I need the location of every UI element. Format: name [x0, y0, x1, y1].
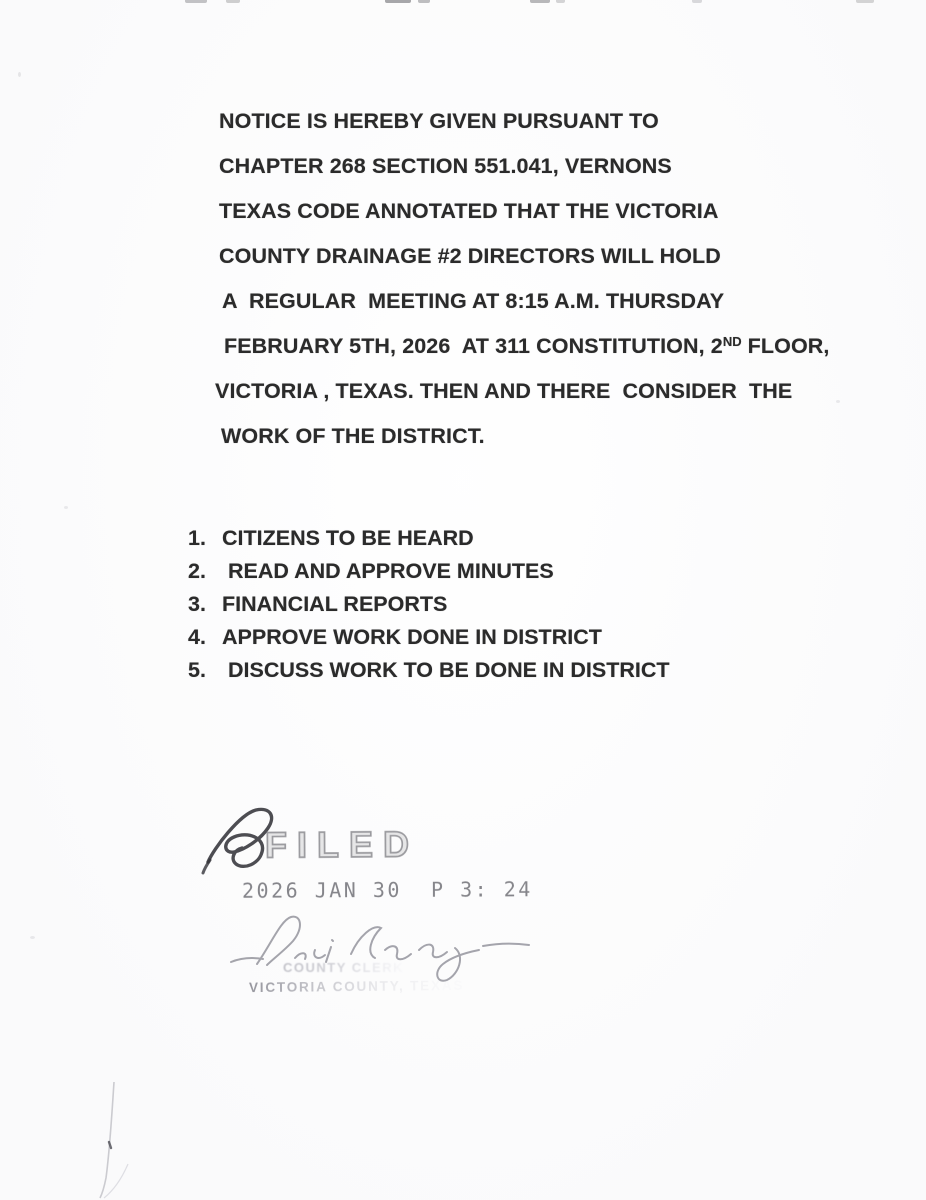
notice-line: COUNTY DRAINAGE #2 DIRECTORS WILL HOLD — [219, 244, 721, 268]
notice-line-prefix: FEBRUARY 5TH, 2026 AT 311 CONSTITUTION, 2 — [224, 334, 723, 358]
paper-speck — [836, 400, 840, 403]
notice-line: A REGULAR MEETING AT 8:15 A.M. THURSDAY — [222, 289, 725, 313]
notice-line: WORK OF THE DISTRICT. — [221, 424, 485, 448]
agenda-item — [188, 658, 670, 683]
agenda-item-number: 3. — [188, 592, 206, 616]
filed-date-stamp: 2026 JAN 30 P 3: 24 — [241, 877, 533, 903]
scan-edge-artifact — [185, 0, 207, 3]
agenda-item-text: READ AND APPROVE MINUTES — [222, 559, 554, 583]
scan-scratch-artifact — [88, 1078, 178, 1200]
notice-line: VICTORIA , TEXAS. THEN AND THERE CONSIDER THE — [215, 379, 793, 403]
clerk-title-stamp: COUNTY CLERK — [283, 960, 405, 975]
paper-speck — [30, 936, 35, 939]
agenda-item — [188, 526, 474, 551]
notice-line-suffix: FLOOR, — [741, 334, 830, 358]
scan-edge-artifact — [385, 0, 411, 3]
scan-edge-artifact — [692, 0, 702, 3]
ordinal-superscript: ND — [722, 334, 742, 349]
paper-speck — [18, 72, 21, 77]
notice-line: CHAPTER 268 SECTION 551.041, VERNONS — [219, 154, 672, 178]
notice-line: TEXAS CODE ANNOTATED THAT THE VICTORIA — [219, 199, 719, 223]
agenda-item — [188, 592, 447, 617]
notice-line-with-superscript — [224, 334, 830, 359]
agenda-item-number: 4. — [188, 625, 206, 649]
notice-line: NOTICE IS HEREBY GIVEN PURSUANT TO — [219, 109, 659, 133]
clerk-office-stamp: VICTORIA COUNTY, TEXAS — [248, 977, 465, 996]
agenda-item-text: APPROVE WORK DONE IN DISTRICT — [222, 625, 602, 649]
agenda-item-text: FINANCIAL REPORTS — [222, 592, 448, 616]
agenda-item-number: 2. — [188, 559, 206, 583]
agenda-item — [188, 559, 554, 584]
scan-edge-artifact — [556, 0, 565, 3]
agenda-item-number: 5. — [188, 658, 206, 682]
agenda-item — [188, 625, 602, 650]
filed-stamp-label: FILED — [264, 823, 420, 866]
scan-edge-artifact — [418, 0, 430, 3]
agenda-item-text: DISCUSS WORK TO BE DONE IN DISTRICT — [222, 658, 670, 682]
scan-edge-artifact — [856, 0, 874, 3]
scan-edge-artifact — [226, 0, 240, 3]
agenda-item-number: 1. — [188, 526, 206, 550]
scan-edge-artifact — [530, 0, 550, 3]
paper-speck — [64, 506, 68, 509]
agenda-item-text: CITIZENS TO BE HEARD — [222, 526, 474, 550]
